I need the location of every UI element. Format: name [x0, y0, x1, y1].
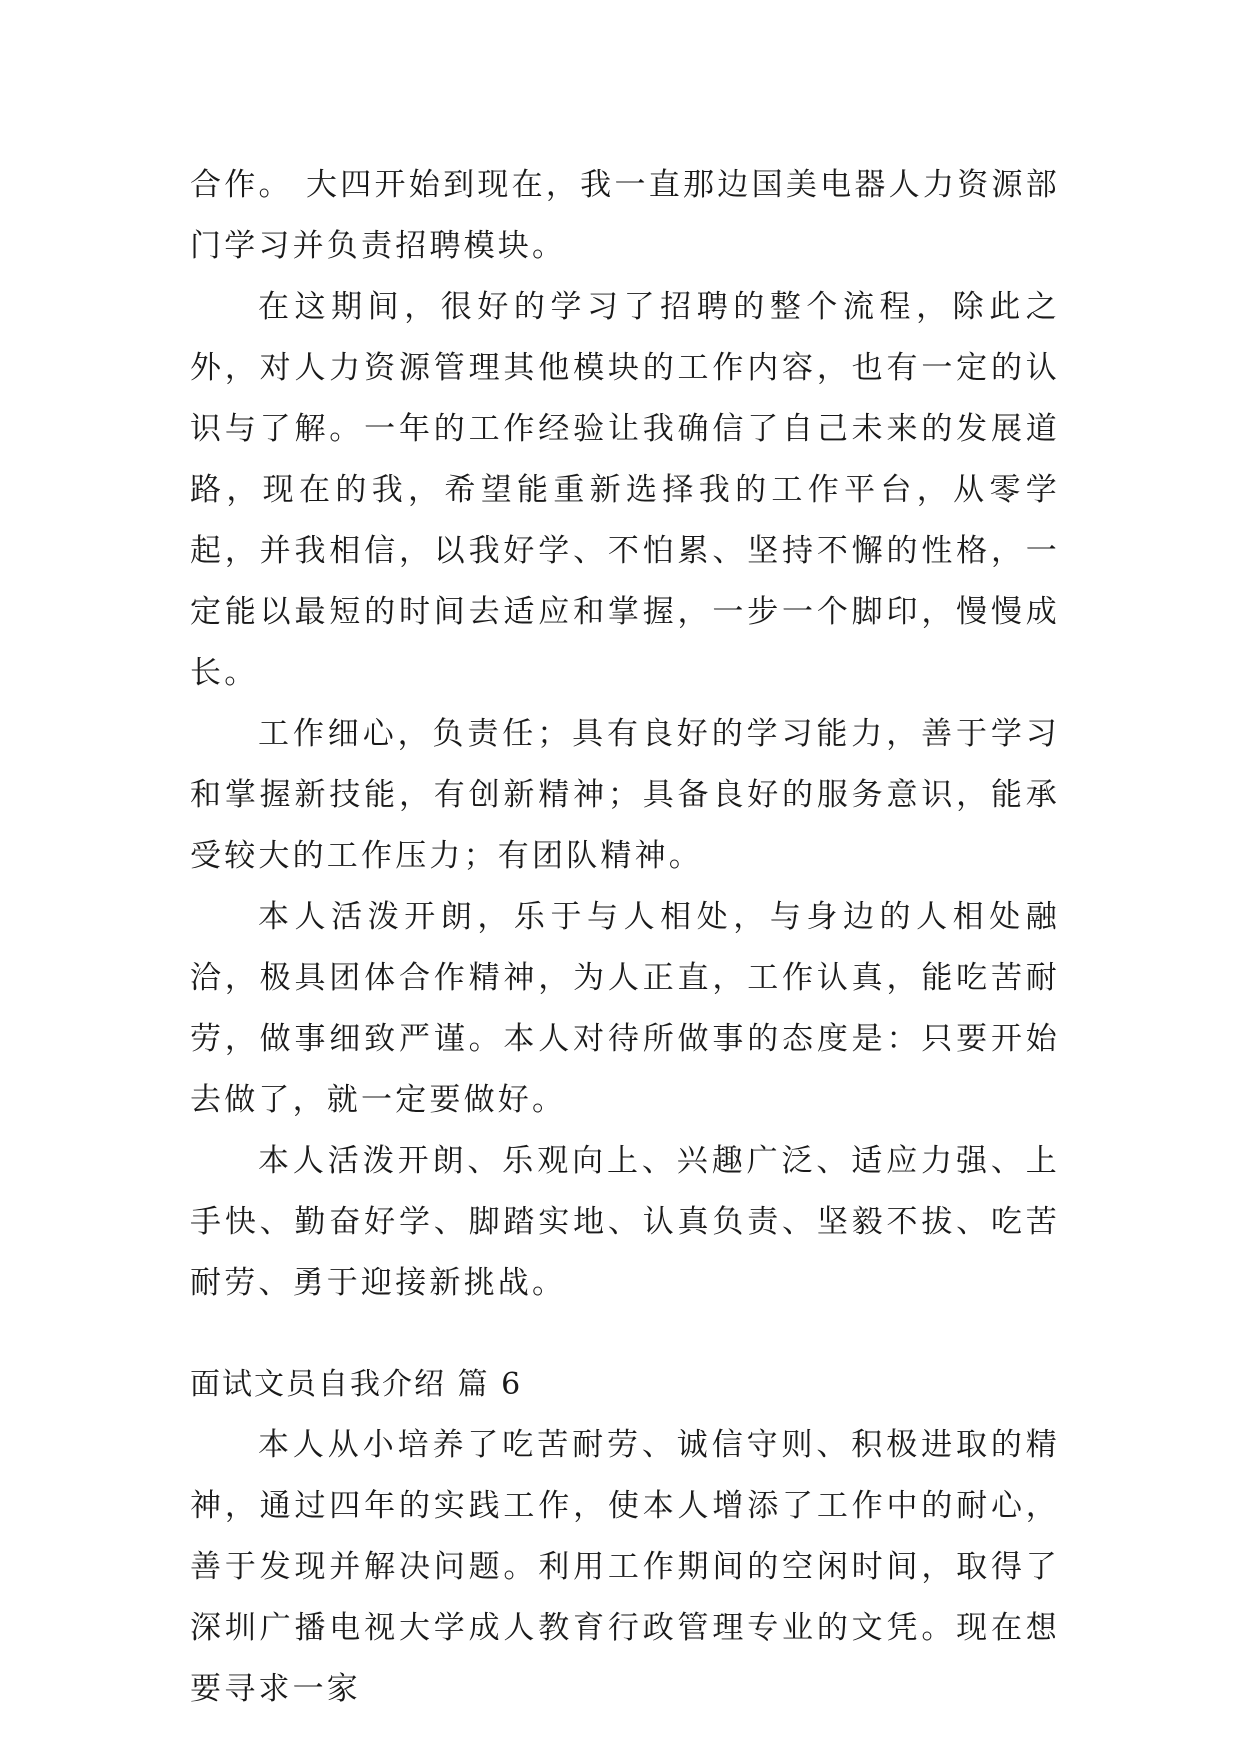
paragraph-4: 本人活泼开朗，乐于与人相处，与身边的人相处融洽，极具团体合作精神，为人正直，工作认真，能吃苦耐劳，做事细致严谨。本人对待所做事的态度是：只要开始去做了，就一定要做好。: [190, 899, 1060, 1118]
paragraph-1: 合作。 大四开始到现在，我一直那边国美电器人力资源部门学习并负责招聘模块。: [190, 167, 1060, 264]
paragraph-3: 工作细心，负责任；具有良好的学习能力，善于学习和掌握新技能，有创新精神；具备良好的服务意识，能承受较大的工作压力；有团队精神。: [190, 716, 1060, 874]
section-heading: 面试文员自我介绍 篇 6: [190, 1367, 523, 1402]
paragraph-5: 本人活泼开朗、乐观向上、兴趣广泛、适应力强、上手快、勤奋好学、脚踏实地、认真负责、坚毅不拔、吃苦耐劳、勇于迎接新挑战。: [190, 1143, 1060, 1301]
document-body: [190, 155, 1060, 1720]
paragraph-6: 本人从小培养了吃苦耐劳、诚信守则、积极进取的精神，通过四年的实践工作，使本人增添了工作中的耐心，善于发现并解决问题。利用工作期间的空闲时间，取得了深圳广播电视大学成人教育行政管理专业的文凭。现在想要寻求一家: [190, 1427, 1060, 1707]
paragraph-2: 在这期间，很好的学习了招聘的整个流程，除此之外，对人力资源管理其他模块的工作内容，也有一定的认识与了解。一年的工作经验让我确信了自己未来的发展道路，现在的我，希望能重新选择我的工作平台，从零学起，并我相信，以我好学、不怕累、坚持不懈的性格，一定能以最短的时间去适应和掌握，一步一个脚印，慢慢成长。: [190, 289, 1060, 691]
